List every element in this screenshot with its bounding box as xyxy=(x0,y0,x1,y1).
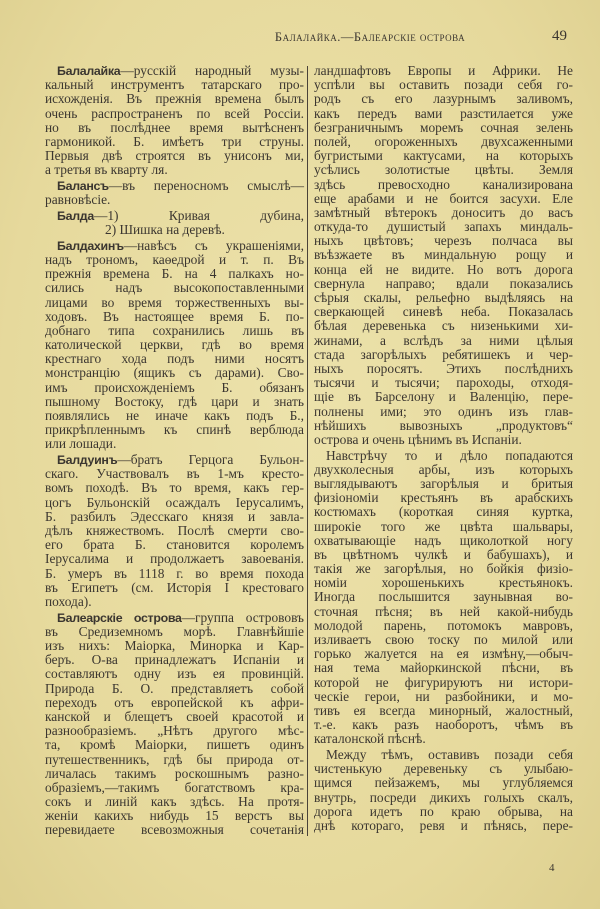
text-line xyxy=(45,581,304,595)
line-text: —навѣсъ съ украшеніями, xyxy=(123,237,304,253)
line-text: горько жалуется на ея измѣну,—обыч- xyxy=(314,646,573,662)
text-line xyxy=(314,562,573,576)
page-number: 49 xyxy=(552,28,567,44)
line-text: каталонской пѣснѣ. xyxy=(314,731,426,747)
line-text: въ цвѣтномъ чулкѣ и бабушахъ), и xyxy=(314,546,573,562)
entry-headword: Балалайка xyxy=(57,64,121,78)
line-text: бѣлая деревенька съ низенькими хи- xyxy=(314,318,573,334)
text-line xyxy=(314,220,573,234)
text-line xyxy=(314,819,573,833)
text-line xyxy=(314,305,573,319)
text-line xyxy=(45,267,304,281)
line-text: сверкающей синевѣ неба. Показалась xyxy=(314,304,573,320)
text-line xyxy=(45,209,304,223)
text-line xyxy=(45,253,304,267)
text-line xyxy=(45,64,304,78)
text-line xyxy=(314,78,573,92)
text-line xyxy=(45,552,304,566)
line-text: щимся пейзажемъ, мы углубляемся xyxy=(314,775,573,791)
line-text: цогъ Бульонскій осаждалъ Іерусалимъ, xyxy=(45,494,304,510)
text-line xyxy=(45,338,304,352)
line-text: прикрѣпленнымъ къ спинѣ верблюда xyxy=(45,422,304,438)
line-text: прежнія времена Б. на 4 палкахъ но- xyxy=(45,266,304,282)
line-text: ная тема майоркинской пѣсни, въ xyxy=(314,660,573,676)
line-text: номіи хорошенькихъ крестьянокъ. xyxy=(314,575,573,591)
line-text: широкіе того же цвѣта шальвары, xyxy=(314,518,573,534)
line-text: безграничнымъ моремъ сочная зелень xyxy=(314,119,573,135)
text-line xyxy=(314,64,573,78)
line-text: родъ съ его лазурнымъ заливомъ, xyxy=(314,91,573,107)
line-text: переходъ отъ европейской къ афри- xyxy=(45,694,304,710)
line-text: сились надъ высокопоставленными xyxy=(45,280,304,296)
text-line xyxy=(45,682,304,696)
text-line xyxy=(314,776,573,790)
text-line xyxy=(45,781,304,795)
text-line xyxy=(45,753,304,767)
text-line xyxy=(45,696,304,710)
line-text: ходовъ. Въ настоящее время Б. по- xyxy=(45,308,304,324)
text-line xyxy=(314,661,573,675)
text-line xyxy=(314,647,573,661)
line-text: Іерусалима и продолжаетъ завоеванія. xyxy=(45,551,304,567)
line-text: Между тѣмъ, оставивъ позади себя xyxy=(326,747,573,762)
text-line xyxy=(45,423,304,437)
text-line xyxy=(45,366,304,380)
line-text: крестнаго хода подъ ними носятъ xyxy=(45,351,304,367)
line-text: Навстрѣчу то и дѣло попадаются xyxy=(326,447,573,463)
line-text: изъ нихъ: Маіорка, Минорка и Кар- xyxy=(45,638,304,653)
text-line xyxy=(45,767,304,781)
line-text: —1) Кривая дубина, xyxy=(93,207,304,223)
paragraph xyxy=(314,449,573,747)
text-line xyxy=(45,496,304,510)
line-text: полнены ими; это одинъ изъ глав- xyxy=(314,403,573,419)
line-text: ческіе герои, ни разбойники, и мо- xyxy=(314,688,573,704)
paragraph xyxy=(45,209,304,237)
paragraph xyxy=(45,64,304,178)
text-line xyxy=(314,135,573,149)
line-text: личалась такимъ роскошнымъ разно- xyxy=(45,765,304,781)
text-line xyxy=(45,193,304,207)
text-line xyxy=(314,548,573,562)
text-line: 2) Шишка на деревѣ. xyxy=(105,222,225,238)
line-text: кальный инструментъ татарскаго про- xyxy=(45,77,304,93)
text-line xyxy=(45,524,304,538)
line-text: образіемъ,—такимъ богатствомъ кра- xyxy=(45,779,304,795)
paragraph xyxy=(45,239,304,452)
line-text: но въ послѣднее время вытѣсненъ xyxy=(45,119,304,135)
text-line xyxy=(314,534,573,548)
text-line xyxy=(45,653,304,667)
line-text: такія же загорѣлыя, но бойкія физіо- xyxy=(314,561,573,577)
text-line xyxy=(45,467,304,481)
text-line xyxy=(45,324,304,338)
text-line xyxy=(314,505,573,519)
text-line xyxy=(45,296,304,310)
line-text: полей, огороженныхъ двухсаженными xyxy=(314,133,573,149)
text-line xyxy=(314,463,573,477)
text-line xyxy=(314,433,573,447)
text-line xyxy=(45,453,304,467)
text-line xyxy=(314,805,573,819)
line-text: въ Египетъ (см. Исторія I крестоваго xyxy=(45,579,304,595)
text-line xyxy=(45,611,304,625)
line-text: щіе въ Барселону и Валенцію, пере- xyxy=(314,389,573,405)
running-header xyxy=(45,30,575,50)
paragraph xyxy=(314,748,573,833)
text-line xyxy=(314,748,573,762)
text-line xyxy=(314,619,573,633)
line-text: или лошади. xyxy=(45,436,117,452)
line-text: перевидаете всевозможныя сочетанія xyxy=(45,822,304,838)
line-text: равновѣсіе. xyxy=(45,192,111,208)
line-text: Б. умеръ въ 1118 г. во время похода xyxy=(45,565,304,581)
text-line xyxy=(314,405,573,419)
text-line xyxy=(45,409,304,423)
text-line xyxy=(314,248,573,262)
line-text: внутрь, посреди дикихъ голыхъ скалъ, xyxy=(314,789,573,805)
text-line xyxy=(314,92,573,106)
text-line xyxy=(314,477,573,491)
text-line xyxy=(45,538,304,552)
text-line xyxy=(314,121,573,135)
line-text: успѣли вы оставить позади себя го- xyxy=(314,77,573,93)
line-text: —русскій народный музы- xyxy=(120,63,304,78)
entry-headword: Балеарскіе острова xyxy=(57,610,182,625)
text-line xyxy=(314,362,573,376)
text-line xyxy=(45,107,304,121)
line-text: физіономіи крестьянъ въ арабскихъ xyxy=(314,490,573,506)
text-line xyxy=(314,449,573,463)
line-text: нѣйшихъ вывозныхъ „продуктовъ“ xyxy=(314,417,573,433)
line-text: въ Средиземномъ морѣ. Главнѣйшіе xyxy=(45,623,304,639)
line-text: здѣсь превосходно канализирована xyxy=(314,176,573,192)
text-line xyxy=(314,676,573,690)
line-text: охватывающіе надъ щиколоткой ногу xyxy=(314,532,573,548)
line-text: та, кромѣ Маіорки, пишетъ одинъ xyxy=(45,737,304,753)
text-line xyxy=(314,491,573,505)
text-line xyxy=(314,334,573,348)
left-column xyxy=(45,64,304,839)
text-line xyxy=(314,234,573,248)
line-text: —въ переносномъ смыслѣ— xyxy=(108,178,304,193)
text-line xyxy=(314,277,573,291)
line-text: сокъ и линій какъ здѣсь. На протя- xyxy=(45,794,304,810)
text-line xyxy=(45,149,304,163)
line-text: католической церкви, гдѣ во время xyxy=(45,337,304,353)
text-line xyxy=(314,704,573,718)
text-line xyxy=(314,520,573,534)
text-line xyxy=(45,239,304,253)
text-line xyxy=(45,381,304,395)
line-text: ныхъ цвѣтовъ; черезъ полчаса вы xyxy=(314,233,573,249)
text-line xyxy=(45,121,304,135)
text-line xyxy=(314,762,573,776)
text-line xyxy=(45,595,304,609)
line-text: —братъ Герцога Бульон- xyxy=(117,452,304,468)
text-line xyxy=(314,419,573,433)
text-line xyxy=(45,667,304,681)
text-line xyxy=(45,823,304,837)
text-line xyxy=(45,710,304,724)
line-text: днѣ котораго, ревя и пѣнясь, пере- xyxy=(314,817,573,833)
line-text: конца ей не видите. Но вотъ дорога xyxy=(314,261,573,277)
line-text: исхожденія. Въ прежнія времена былъ xyxy=(45,91,304,107)
line-text: его брата Б. становится королемъ xyxy=(45,537,304,553)
text-line xyxy=(45,92,304,106)
line-text: Б. разбилъ Эдесскаго князя и завла- xyxy=(45,508,304,524)
text-line xyxy=(45,510,304,524)
line-text: похода). xyxy=(45,593,92,609)
line-text: стада загорѣлыхъ ребятишекъ и чер- xyxy=(314,346,573,362)
text-line xyxy=(45,639,304,653)
line-text: т.-е. какъ разъ наоборотъ, чѣмъ въ xyxy=(314,717,573,733)
line-text: разнообразіемъ. „Нѣтъ другого мѣс- xyxy=(45,723,304,739)
line-text: Иногда послышится заунывная во- xyxy=(314,589,573,605)
line-text: появлялись не иначе какъ подъ Б., xyxy=(45,408,304,423)
text-line xyxy=(314,178,573,192)
line-text: дорога идетъ по краю обрыва, на xyxy=(314,803,573,819)
line-text: изливаетъ свою тоску по милой или xyxy=(314,632,573,647)
entry-headword: Балдуинъ xyxy=(57,453,118,468)
line-text: острова и очень цѣнимъ въ Испаніи. xyxy=(314,431,522,447)
line-text: еще арабами и не боится засухи. Еле xyxy=(314,190,573,206)
text-line xyxy=(314,718,573,732)
line-text: какъ передъ вами разстилается уже xyxy=(314,105,573,121)
text-line xyxy=(314,206,573,220)
text-line xyxy=(314,690,573,704)
paragraph xyxy=(45,611,304,838)
text-line xyxy=(45,481,304,495)
line-text: составляютъ одну изъ ея провинцій. xyxy=(45,666,304,682)
text-line xyxy=(314,149,573,163)
line-text: откуда-то душистый запахъ миндаль- xyxy=(314,219,573,235)
line-text: женіи какихъ нибудь 15 верстъ вы xyxy=(45,808,304,824)
signature-mark: 4 xyxy=(549,862,555,874)
line-text: сточная пѣсня; въ ней какой-нибудь xyxy=(314,603,573,619)
text-line xyxy=(45,310,304,324)
line-text: имъ происхожденіемъ Б. обязанъ xyxy=(45,379,304,395)
line-text: свернула направо; вдали показались xyxy=(314,275,573,291)
text-line xyxy=(314,590,573,604)
line-text: монстранцію (ящикъ съ дарами). Сво- xyxy=(45,365,304,381)
line-text: костюмахъ (короткая синяя куртка, xyxy=(314,504,573,520)
text-line xyxy=(314,291,573,305)
text-line xyxy=(45,135,304,149)
line-text: жинами, а вслѣдъ за ними цѣлыя xyxy=(314,332,573,348)
line-text: а третья въ кварту ля. xyxy=(45,162,168,178)
text-line xyxy=(314,576,573,590)
paragraph xyxy=(45,179,304,207)
line-text: канской и блещетъ своей красотой и xyxy=(45,708,304,724)
paragraph xyxy=(45,453,304,609)
text-line xyxy=(314,163,573,177)
text-line xyxy=(45,281,304,295)
line-text: пышному Востоку, гдѣ цари и знать xyxy=(45,393,304,409)
text-line xyxy=(314,192,573,206)
text-line xyxy=(314,319,573,333)
text-line xyxy=(314,107,573,121)
line-text: гармоникой. Б. имѣетъ три струны. xyxy=(45,133,304,149)
text-line xyxy=(314,348,573,362)
line-text: чистенькую деревеньку съ улыбаю- xyxy=(314,761,573,777)
text-line xyxy=(45,738,304,752)
line-text: очень распространенъ по всей Россіи. xyxy=(45,105,304,121)
line-text: вомъ походѣ. Въ то время, какъ гер- xyxy=(45,480,304,496)
text-line xyxy=(45,809,304,823)
text-line xyxy=(45,78,304,92)
line-text: ландшафтовъ Европы и Африки. Не xyxy=(314,63,573,78)
line-text: въѣзжаете въ миндальную рощу и xyxy=(314,247,573,263)
text-line xyxy=(314,605,573,619)
entry-headword: Балдахинъ xyxy=(57,238,124,253)
text-line xyxy=(45,437,304,451)
line-text: сѣрыя скалы, рельефно выдѣляясь на xyxy=(314,290,573,305)
line-text: путешественникъ, гдѣ бы природа от- xyxy=(45,751,304,767)
line-text: которой не фигурируютъ ни истори- xyxy=(314,674,573,690)
text-line xyxy=(314,732,573,746)
text-line xyxy=(45,625,304,639)
text-line xyxy=(45,163,304,177)
line-text: двухколесныя арбы, изъ которыхъ xyxy=(314,461,573,477)
running-title: Балалайка.—Балеарскіе острова xyxy=(274,30,466,44)
line-text: тысячи и тысячи; пароходы, отходя- xyxy=(314,375,573,391)
text-line xyxy=(314,390,573,404)
line-text: надъ трономъ, каѳедрой и т. п. Въ xyxy=(45,251,304,267)
text-line xyxy=(314,633,573,647)
text-line xyxy=(45,724,304,738)
line-text: тивъ ея всегда минорный, жалостный, xyxy=(314,702,573,718)
text-line xyxy=(45,179,304,193)
line-text: усѣлись золотистые цвѣты. Земля xyxy=(314,162,573,178)
entry-headword: Балансъ xyxy=(57,179,109,193)
line-text: бугристыми кактусами, на которыхъ xyxy=(314,148,573,164)
text-line xyxy=(314,263,573,277)
text-line xyxy=(45,395,304,409)
text-line xyxy=(45,567,304,581)
line-text: дѣлъ княжествомъ. Послѣ смерти сво- xyxy=(45,523,304,538)
column-divider xyxy=(307,66,308,836)
line-text: скаго. Участвовалъ въ 1-мъ кресто- xyxy=(45,466,304,482)
line-text: —группа острововъ xyxy=(181,609,304,625)
line-text: добнаго типа сохранились лишь въ xyxy=(45,322,304,338)
text-line xyxy=(45,352,304,366)
right-column xyxy=(314,64,573,835)
text-line xyxy=(45,795,304,809)
line-text: молодой парень, потомокъ мавровъ, xyxy=(314,617,573,633)
line-text: беръ. О-ва принадлежатъ Испаніи и xyxy=(45,652,304,668)
line-text: Природа Б. О. представляетъ собой xyxy=(45,680,304,696)
line-text: лицами во время торжественныхъ вы- xyxy=(45,294,304,310)
text-line xyxy=(314,376,573,390)
line-text: замѣтный вѣтерокъ доноситъ до васъ xyxy=(314,204,573,220)
line-text: выглядываютъ загорѣлыя и бритыя xyxy=(314,475,573,491)
paragraph xyxy=(314,64,573,447)
text-line xyxy=(314,791,573,805)
line-text: Первыя двѣ строятся въ унисонъ ми, xyxy=(45,148,304,164)
entry-headword: Балда xyxy=(57,208,94,223)
line-text: ныхъ поросятъ. Этихъ послѣднихъ xyxy=(314,360,573,376)
